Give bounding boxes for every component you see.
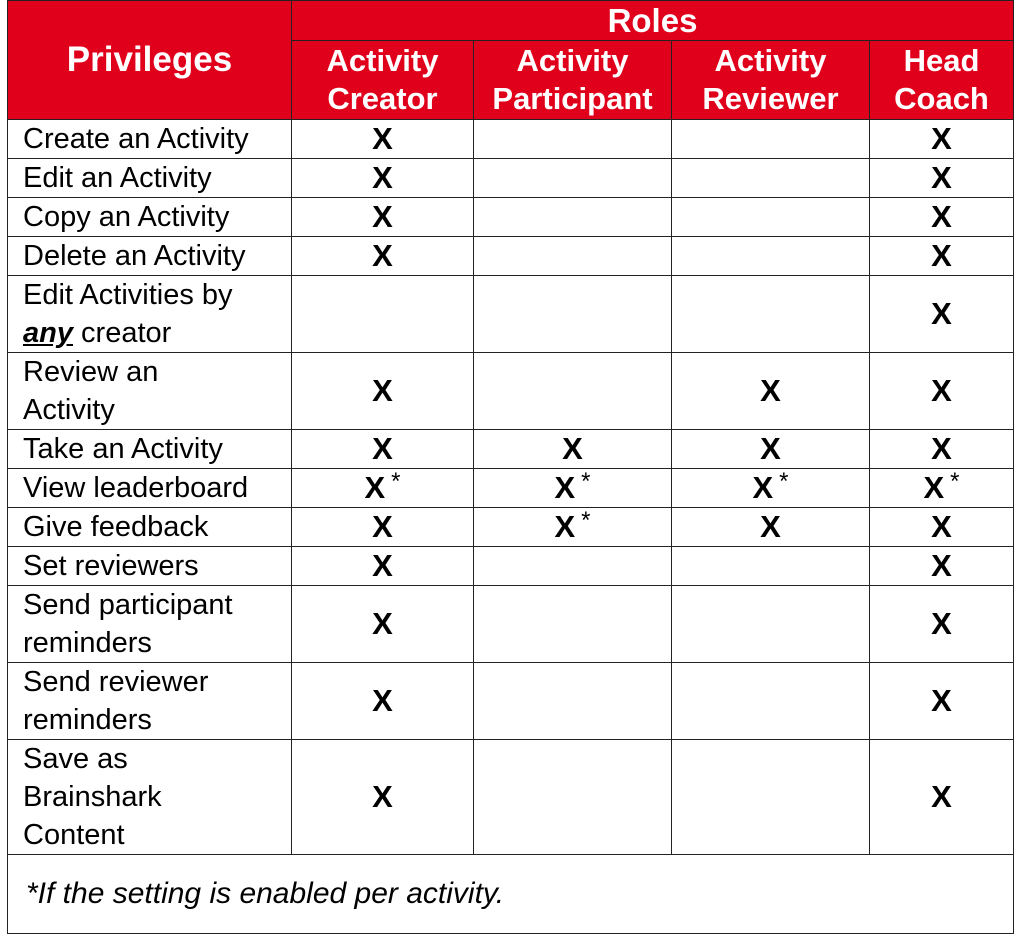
- table-row: [8, 120, 1014, 159]
- permission-cell: X: [870, 740, 1014, 855]
- permission-cell: X: [292, 353, 474, 430]
- permission-cell: [474, 353, 672, 430]
- role-header-activity-creator: Activity Creator: [292, 41, 474, 120]
- permission-cell: X: [870, 353, 1014, 430]
- privilege-label: View leaderboard: [8, 469, 292, 508]
- privilege-label: Review an Activity: [8, 353, 292, 430]
- permission-cell: X: [292, 120, 474, 159]
- any-emphasis: any: [23, 317, 73, 349]
- table-row: [8, 237, 1014, 276]
- permission-cell: X *: [870, 469, 1014, 508]
- permission-cell: X: [292, 586, 474, 663]
- permission-cell: [474, 198, 672, 237]
- permission-cell: [292, 276, 474, 353]
- table-row: [8, 276, 1014, 353]
- permission-cell: X: [292, 547, 474, 586]
- permission-cell: X: [870, 430, 1014, 469]
- permission-cell: X: [672, 508, 870, 547]
- permission-cell: [474, 237, 672, 276]
- permission-cell: [672, 663, 870, 740]
- table-row: [8, 469, 1014, 508]
- table-row: [8, 159, 1014, 198]
- privilege-label: Save as Brainshark Content: [8, 740, 292, 855]
- permission-cell: [474, 547, 672, 586]
- table-row: [8, 663, 1014, 740]
- permission-cell: X: [870, 198, 1014, 237]
- permission-cell: X: [292, 159, 474, 198]
- permission-cell: X: [870, 586, 1014, 663]
- table-row: [8, 740, 1014, 855]
- permission-cell: X: [474, 430, 672, 469]
- permission-cell: X *: [474, 469, 672, 508]
- permission-cell: X *: [292, 469, 474, 508]
- privileges-header: Privileges: [8, 1, 292, 120]
- permission-cell: X: [870, 663, 1014, 740]
- permission-cell: [672, 198, 870, 237]
- permission-cell: X: [870, 276, 1014, 353]
- table-row: [8, 430, 1014, 469]
- table-row: [8, 508, 1014, 547]
- permission-cell: [474, 120, 672, 159]
- permission-cell: X: [292, 237, 474, 276]
- privilege-label: Delete an Activity: [8, 237, 292, 276]
- table-row: [8, 586, 1014, 663]
- permission-cell: X: [870, 237, 1014, 276]
- privileges-roles-table-wrap: [7, 0, 1015, 934]
- permission-cell: X: [672, 430, 870, 469]
- permission-cell: X *: [474, 508, 672, 547]
- table-row: [8, 547, 1014, 586]
- permission-cell: [474, 663, 672, 740]
- privilege-label: Give feedback: [8, 508, 292, 547]
- permission-cell: X: [870, 120, 1014, 159]
- permission-cell: [474, 159, 672, 198]
- privilege-label: Create an Activity: [8, 120, 292, 159]
- permission-cell: X *: [672, 469, 870, 508]
- roles-header: Roles: [292, 1, 1014, 41]
- permission-cell: [672, 159, 870, 198]
- permission-cell: X: [292, 663, 474, 740]
- permission-cell: X: [870, 508, 1014, 547]
- permission-cell: [672, 740, 870, 855]
- table-row: [8, 353, 1014, 430]
- privilege-label: Copy an Activity: [8, 198, 292, 237]
- permission-cell: X: [292, 740, 474, 855]
- permission-cell: X: [292, 430, 474, 469]
- permission-cell: [672, 276, 870, 353]
- role-header-activity-reviewer: Activity Reviewer: [672, 41, 870, 120]
- permission-cell: X: [292, 508, 474, 547]
- privilege-label: Send participant reminders: [8, 586, 292, 663]
- privilege-label: Set reviewers: [8, 547, 292, 586]
- role-header-head-coach: Head Coach: [870, 41, 1014, 120]
- permission-cell: [474, 586, 672, 663]
- permission-cell: X: [672, 353, 870, 430]
- permission-cell: [474, 740, 672, 855]
- privilege-label: Edit an Activity: [8, 159, 292, 198]
- role-header-activity-participant: Activity Participant: [474, 41, 672, 120]
- permission-cell: [672, 547, 870, 586]
- permission-cell: X: [870, 159, 1014, 198]
- permission-cell: [672, 120, 870, 159]
- privilege-label: Send reviewer reminders: [8, 663, 292, 740]
- privilege-label: Edit Activities by any creator: [8, 276, 292, 353]
- privileges-roles-table: [7, 0, 1014, 934]
- footnote: *If the setting is enabled per activity.: [8, 855, 1014, 934]
- permission-cell: X: [292, 198, 474, 237]
- permission-cell: X: [870, 547, 1014, 586]
- permission-cell: [672, 237, 870, 276]
- table-row: [8, 198, 1014, 237]
- footnote-row: [8, 855, 1014, 934]
- permission-cell: [474, 276, 672, 353]
- privilege-label: Take an Activity: [8, 430, 292, 469]
- permission-cell: [672, 586, 870, 663]
